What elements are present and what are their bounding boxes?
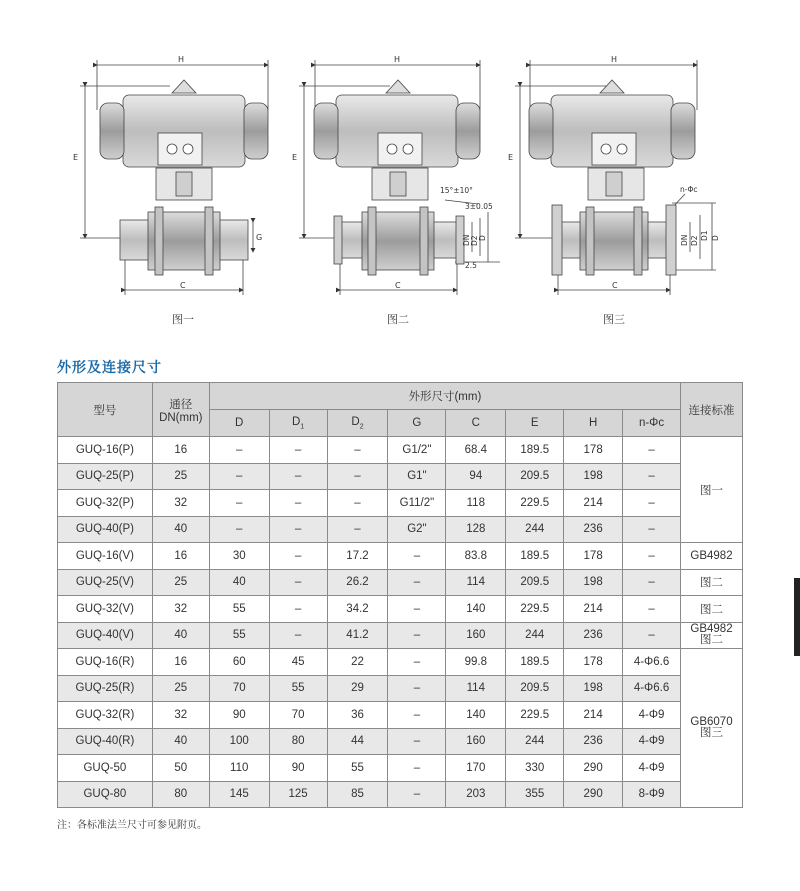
table-cell: 198: [564, 569, 623, 596]
table-cell: 25: [152, 569, 209, 596]
sub-header-4: C: [446, 410, 506, 437]
sub-header-7: n-Φc: [623, 410, 681, 437]
table-cell: 290: [564, 755, 623, 782]
table-cell: –: [269, 622, 327, 649]
header-dn: 通径 DN(mm): [152, 383, 209, 437]
table-cell: 4-Φ6.6: [623, 675, 681, 702]
table-cell: –: [209, 516, 269, 543]
table-cell: GUQ-32(P): [58, 490, 153, 517]
table-cell: 16: [152, 437, 209, 464]
standard-cell: GB4982 图二: [680, 622, 742, 649]
table-cell: 32: [152, 702, 209, 729]
table-row: [58, 622, 743, 649]
table-cell: 29: [327, 675, 388, 702]
svg-text:D2: D2: [690, 235, 699, 246]
caption-figure-3: 图三: [603, 313, 625, 326]
table-cell: 189.5: [506, 543, 564, 570]
table-cell: 140: [446, 702, 506, 729]
table-cell: –: [623, 543, 681, 570]
table-cell: GUQ-32(R): [58, 702, 153, 729]
table-cell: G1": [388, 463, 446, 490]
dimension-table: [57, 382, 743, 808]
table-cell: –: [209, 463, 269, 490]
table-cell: GUQ-25(V): [58, 569, 153, 596]
table-cell: 4-Φ9: [623, 702, 681, 729]
table-cell: 4-Φ9: [623, 728, 681, 755]
table-cell: –: [623, 516, 681, 543]
header-dimensions: 外形尺寸(mm): [209, 383, 680, 410]
table-cell: –: [327, 463, 388, 490]
table-cell: 140: [446, 596, 506, 623]
table-cell: –: [388, 702, 446, 729]
table-cell: 40: [152, 516, 209, 543]
table-cell: 45: [269, 649, 327, 676]
svg-text:E: E: [292, 153, 298, 162]
table-cell: 110: [209, 755, 269, 782]
table-cell: –: [327, 437, 388, 464]
table-cell: 80: [269, 728, 327, 755]
table-cell: 214: [564, 596, 623, 623]
svg-text:15°±10°: 15°±10°: [440, 186, 473, 195]
table-cell: –: [269, 516, 327, 543]
table-cell: GUQ-50: [58, 755, 153, 782]
table-cell: 236: [564, 622, 623, 649]
table-cell: –: [623, 463, 681, 490]
table-cell: 198: [564, 675, 623, 702]
table-cell: 55: [209, 596, 269, 623]
table-cell: 34.2: [327, 596, 388, 623]
table-cell: 178: [564, 437, 623, 464]
table-cell: –: [269, 569, 327, 596]
sub-header-5: E: [506, 410, 564, 437]
figure-2: [299, 60, 500, 295]
table-row: [58, 543, 743, 570]
sub-header-0: D: [209, 410, 269, 437]
svg-text:D2: D2: [470, 235, 479, 246]
table-cell: 170: [446, 755, 506, 782]
table-cell: –: [209, 490, 269, 517]
table-cell: G11/2": [388, 490, 446, 517]
table-cell: 114: [446, 675, 506, 702]
table-cell: 25: [152, 675, 209, 702]
table-cell: 90: [269, 755, 327, 782]
table-row: [58, 702, 743, 729]
table-cell: GUQ-16(R): [58, 649, 153, 676]
table-cell: –: [623, 490, 681, 517]
table-cell: 214: [564, 702, 623, 729]
table-cell: 236: [564, 728, 623, 755]
table-cell: –: [269, 596, 327, 623]
table-cell: 125: [269, 781, 327, 808]
table-cell: 189.5: [506, 437, 564, 464]
figure-3: [515, 60, 716, 295]
table-cell: 90: [209, 702, 269, 729]
table-cell: 160: [446, 728, 506, 755]
table-row: [58, 728, 743, 755]
table-cell: 25: [152, 463, 209, 490]
valve-drawings: [0, 0, 800, 340]
standard-cell: GB6070 图三: [680, 649, 742, 808]
table-cell: 355: [506, 781, 564, 808]
svg-text:C: C: [612, 281, 618, 290]
svg-text:G: G: [256, 233, 263, 242]
svg-text:DN: DN: [680, 234, 689, 246]
table-cell: 83.8: [446, 543, 506, 570]
table-cell: 40: [152, 728, 209, 755]
table-cell: 26.2: [327, 569, 388, 596]
table-cell: –: [623, 569, 681, 596]
table-cell: 55: [209, 622, 269, 649]
svg-text:C: C: [395, 281, 401, 290]
table-cell: –: [388, 728, 446, 755]
table-cell: –: [388, 781, 446, 808]
table-cell: 44: [327, 728, 388, 755]
table-cell: 70: [269, 702, 327, 729]
table-cell: –: [269, 490, 327, 517]
table-cell: 4-Φ9: [623, 755, 681, 782]
table-cell: 80: [152, 781, 209, 808]
table-cell: 244: [506, 516, 564, 543]
table-cell: 236: [564, 516, 623, 543]
table-cell: GUQ-80: [58, 781, 153, 808]
caption-figure-1: 图一: [172, 313, 194, 326]
table-cell: 178: [564, 543, 623, 570]
svg-text:E: E: [508, 153, 514, 162]
table-cell: 55: [327, 755, 388, 782]
table-cell: 40: [152, 622, 209, 649]
table-cell: 209.5: [506, 675, 564, 702]
standard-cell: 图一: [680, 437, 742, 543]
svg-text:H: H: [611, 55, 618, 64]
table-cell: 178: [564, 649, 623, 676]
table-cell: 70: [209, 675, 269, 702]
table-cell: GUQ-16(P): [58, 437, 153, 464]
table-row: [58, 755, 743, 782]
svg-text:D: D: [478, 235, 487, 241]
table-cell: GUQ-25(R): [58, 675, 153, 702]
svg-text:DN: DN: [462, 234, 471, 246]
table-row: [58, 781, 743, 808]
table-cell: 32: [152, 490, 209, 517]
table-cell: 41.2: [327, 622, 388, 649]
svg-text:2.5: 2.5: [465, 261, 477, 270]
table-cell: 198: [564, 463, 623, 490]
table-cell: 94: [446, 463, 506, 490]
svg-text:E: E: [73, 153, 79, 162]
table-cell: 30: [209, 543, 269, 570]
table-cell: 214: [564, 490, 623, 517]
section-title: 外形及连接尺寸: [57, 360, 162, 376]
table-row: [58, 596, 743, 623]
table-cell: GUQ-32(V): [58, 596, 153, 623]
svg-text:H: H: [178, 55, 185, 64]
table-row: [58, 463, 743, 490]
sub-header-3: G: [388, 410, 446, 437]
footnote: 注：各标准法兰尺寸可参见附页。: [57, 820, 207, 831]
svg-text:n-Φc: n-Φc: [680, 185, 698, 194]
table-cell: 229.5: [506, 702, 564, 729]
table-cell: –: [388, 755, 446, 782]
header-standard: 连接标准: [680, 383, 742, 437]
page-edge-marker: [794, 578, 800, 656]
table-cell: G1/2": [388, 437, 446, 464]
table-row: [58, 490, 743, 517]
table-cell: –: [388, 596, 446, 623]
table-cell: –: [388, 675, 446, 702]
table-cell: 114: [446, 569, 506, 596]
table-cell: 22: [327, 649, 388, 676]
table-cell: 290: [564, 781, 623, 808]
table-cell: 118: [446, 490, 506, 517]
table-cell: –: [327, 490, 388, 517]
table-row: [58, 516, 743, 543]
table-cell: GUQ-40(V): [58, 622, 153, 649]
table-cell: 99.8: [446, 649, 506, 676]
table-cell: 209.5: [506, 569, 564, 596]
table-cell: –: [388, 543, 446, 570]
table-cell: GUQ-40(R): [58, 728, 153, 755]
header-model: 型号: [58, 383, 153, 437]
table-cell: 16: [152, 649, 209, 676]
figure-1: [80, 60, 268, 295]
table-cell: 128: [446, 516, 506, 543]
table-cell: –: [327, 516, 388, 543]
standard-cell: 图二: [680, 569, 742, 596]
table-cell: –: [269, 463, 327, 490]
table-cell: –: [209, 437, 269, 464]
table-cell: 100: [209, 728, 269, 755]
table-cell: 330: [506, 755, 564, 782]
table-cell: 60: [209, 649, 269, 676]
table-cell: 32: [152, 596, 209, 623]
standard-cell: 图二: [680, 596, 742, 623]
table-cell: 244: [506, 728, 564, 755]
table-row: [58, 437, 743, 464]
table-cell: –: [388, 622, 446, 649]
table-cell: 160: [446, 622, 506, 649]
table-cell: 4-Φ6.6: [623, 649, 681, 676]
sub-header-1: $D_1$: [269, 410, 327, 437]
table-cell: 145: [209, 781, 269, 808]
table-cell: –: [388, 649, 446, 676]
svg-text:H: H: [394, 55, 401, 64]
table-cell: –: [388, 569, 446, 596]
table-cell: 244: [506, 622, 564, 649]
table-cell: GUQ-16(V): [58, 543, 153, 570]
table-cell: –: [269, 543, 327, 570]
table-cell: GUQ-25(P): [58, 463, 153, 490]
svg-text:C: C: [180, 281, 186, 290]
svg-text:3±0.05: 3±0.05: [465, 202, 493, 211]
table-cell: 203: [446, 781, 506, 808]
table-cell: 16: [152, 543, 209, 570]
table-cell: –: [623, 596, 681, 623]
table-cell: 50: [152, 755, 209, 782]
table-row: [58, 675, 743, 702]
table-cell: 189.5: [506, 649, 564, 676]
table-cell: 36: [327, 702, 388, 729]
standard-cell: GB4982: [680, 543, 742, 570]
table-row: [58, 569, 743, 596]
table-cell: 17.2: [327, 543, 388, 570]
table-cell: 209.5: [506, 463, 564, 490]
table-row: [58, 649, 743, 676]
table-cell: G2": [388, 516, 446, 543]
table-cell: GUQ-40(P): [58, 516, 153, 543]
table-cell: –: [269, 437, 327, 464]
table-cell: 55: [269, 675, 327, 702]
table-cell: 40: [209, 569, 269, 596]
table-cell: 8-Φ9: [623, 781, 681, 808]
svg-text:D: D: [711, 235, 720, 241]
table-cell: 85: [327, 781, 388, 808]
sub-header-2: $D_2$: [327, 410, 388, 437]
table-cell: –: [623, 622, 681, 649]
table-cell: 229.5: [506, 596, 564, 623]
table-cell: 229.5: [506, 490, 564, 517]
table-cell: –: [623, 437, 681, 464]
caption-figure-2: 图二: [387, 313, 409, 326]
table-cell: 68.4: [446, 437, 506, 464]
svg-text:D1: D1: [700, 230, 709, 241]
sub-header-6: H: [564, 410, 623, 437]
